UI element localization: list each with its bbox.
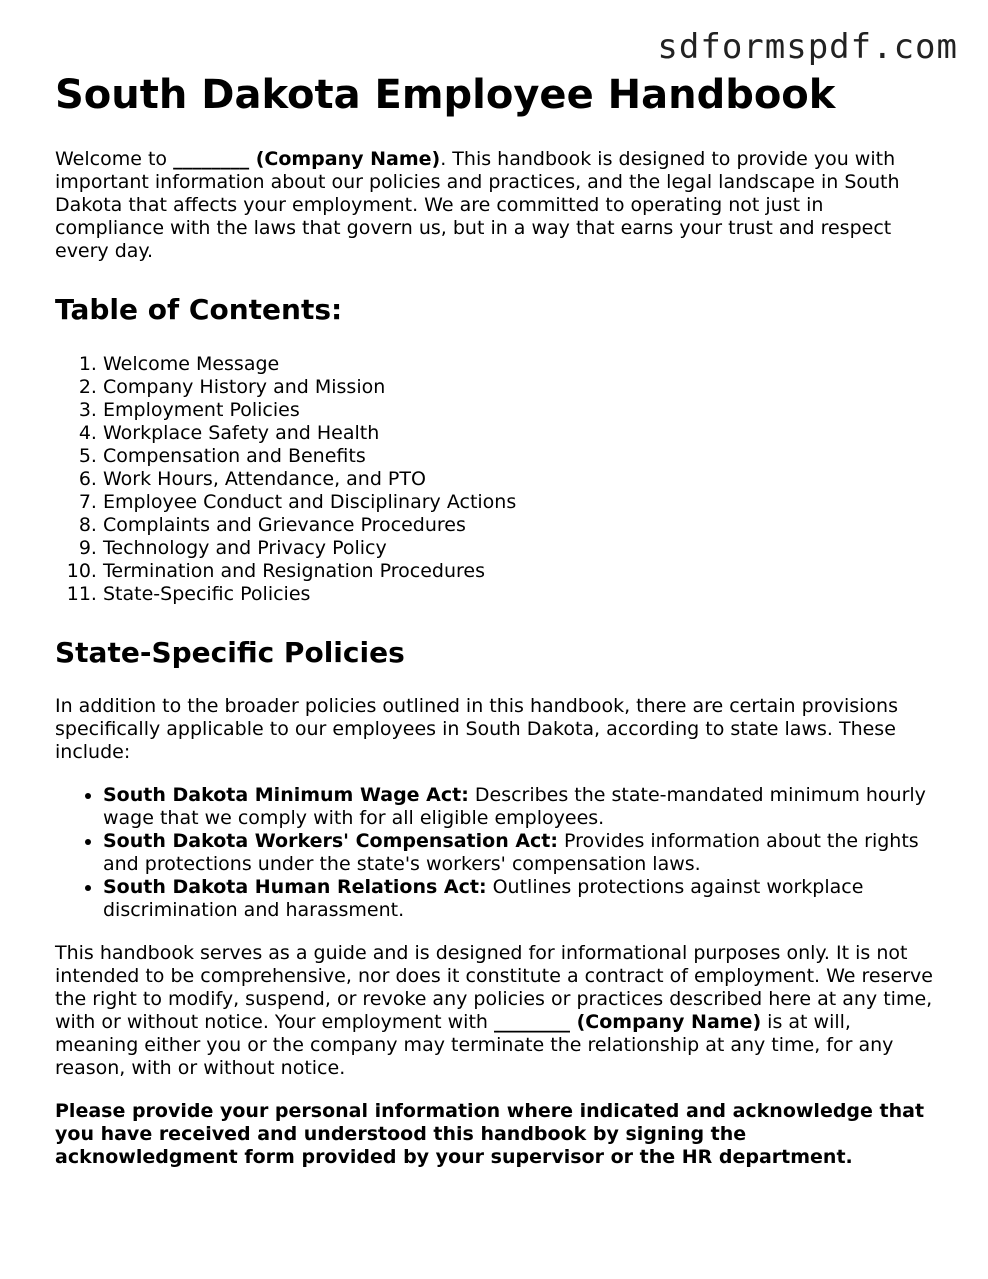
state-item xyxy=(103,784,935,830)
document-body xyxy=(55,72,935,1189)
state-item xyxy=(103,876,935,922)
disclaimer-prefix: This handbook serves as a guide and is designed for informational purposes only. It is not intended to be comprehensive, nor does it constitute a contract of employment. We reserve the right to modify, suspend, or revoke any policies or practices described here at any time, with or without notice. Your employment with xyxy=(55,942,933,1034)
toc-item: 8. Complaints and Grievance Procedures xyxy=(103,514,935,537)
state-list xyxy=(55,784,935,922)
toc-list xyxy=(55,353,935,606)
toc-item: 11. State-Specific Policies xyxy=(103,583,935,606)
disclaimer-paragraph xyxy=(55,942,935,1080)
toc-heading: Table of Contents: xyxy=(55,293,343,326)
toc-item: 9. Technology and Privacy Policy xyxy=(103,537,935,560)
disclaimer-company-label: (Company Name) xyxy=(570,1011,762,1034)
state-heading: State-Specific Policies xyxy=(55,635,405,669)
toc-item: 10. Termination and Resignation Procedures xyxy=(103,560,935,583)
intro-prefix: Welcome to xyxy=(55,148,174,170)
intro-blank: ________ xyxy=(173,148,250,170)
state-item-desc: Describes the state-mandated minimum hourly wage that we comply with for all eligible employees. xyxy=(103,784,926,830)
toc-item: 7. Employee Conduct and Disciplinary Actions xyxy=(103,491,935,514)
toc-item: 5. Compensation and Benefits xyxy=(103,445,935,468)
intro-rest: . This handbook is designed to provide you with important information about our policies and practices, and the legal landscape in South Dakota that affects your employment. We are committed to operating not just in compliance with the laws that govern us, but in a way that earns your trust and respect every day. xyxy=(55,148,900,262)
intro-company-label: (Company Name) xyxy=(249,148,441,170)
state-item-desc: Outlines protections against workplace discrimination and harassment. xyxy=(103,876,864,922)
state-item-term: South Dakota Workers' Compensation Act: xyxy=(103,830,558,853)
disclaimer-blank: ________ xyxy=(494,1011,570,1034)
intro-paragraph xyxy=(55,148,935,263)
state-item-desc: Provides information about the rights and protections under the state's workers' compensation laws. xyxy=(103,830,919,876)
toc-item: 3. Employment Policies xyxy=(103,399,935,422)
toc-item: 4. Workplace Safety and Health xyxy=(103,422,935,445)
state-item-term: South Dakota Minimum Wage Act: xyxy=(103,784,469,807)
toc-item: 2. Company History and Mission xyxy=(103,376,935,399)
disclaimer-rest: is at will, meaning either you or the company may terminate the relationship at any time, for any reason, with or without notice. xyxy=(55,1011,894,1080)
toc-item: 6. Work Hours, Attendance, and PTO xyxy=(103,468,935,491)
page-title: South Dakota Employee Handbook xyxy=(55,72,836,118)
toc-item: 1. Welcome Message xyxy=(103,353,935,376)
closing-paragraph: Please provide your personal information where indicated and acknowledge that you have received and understood this handbook by signing the acknowledgment form provided by your supervisor or the HR department. xyxy=(55,1100,925,1169)
watermark: sdformspdf.com xyxy=(657,27,958,67)
state-intro: In addition to the broader policies outlined in this handbook, there are certain provisions specifically applicable to our employees in South Dakota, according to state laws. These include: xyxy=(55,695,898,764)
state-item xyxy=(103,830,935,876)
state-item-term: South Dakota Human Relations Act: xyxy=(103,876,487,899)
